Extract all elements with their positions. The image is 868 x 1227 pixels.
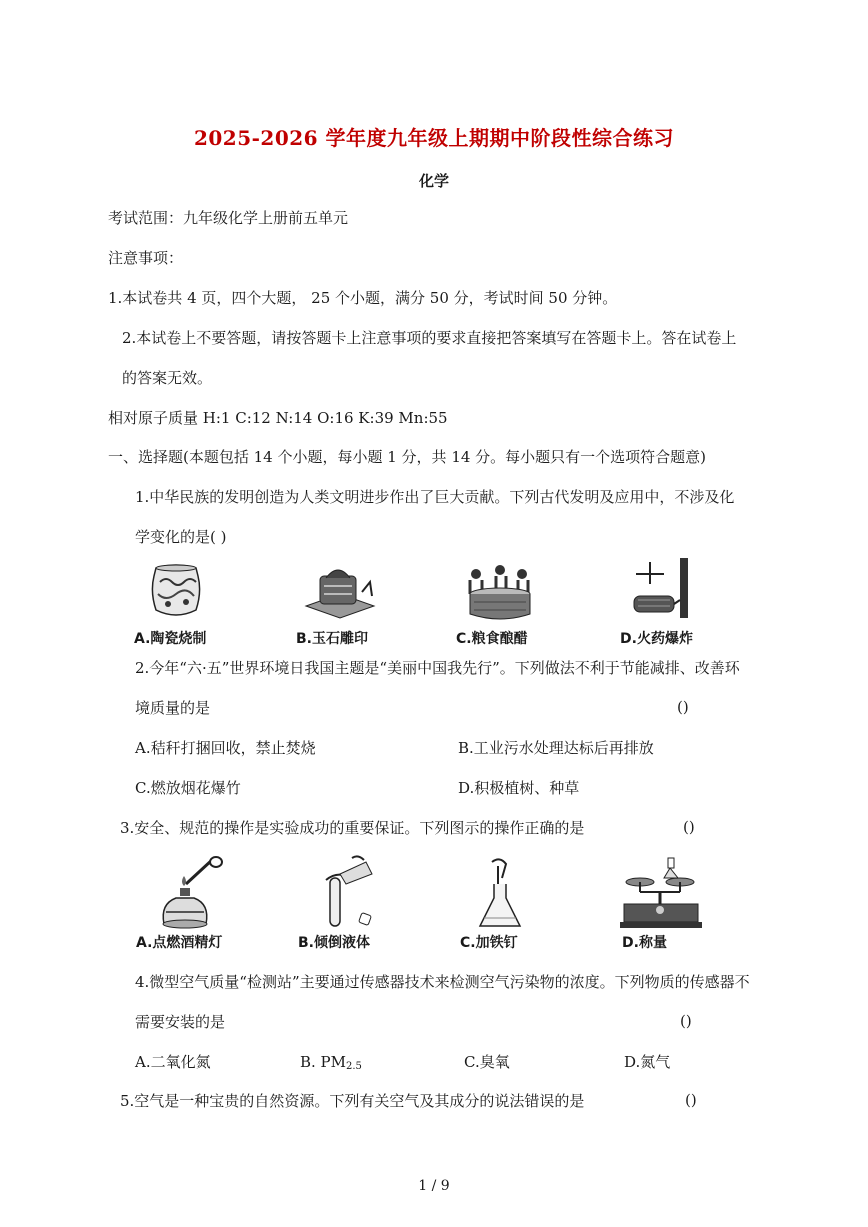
exam-scope: 考试范围：九年级化学上册前五单元 — [108, 209, 349, 227]
q3-option-b: B.倾倒液体 — [298, 935, 370, 951]
q5-answer-paren: () — [685, 1091, 697, 1109]
q2-option-c: C.燃放烟花爆竹 — [135, 779, 241, 797]
q4-option-b-main: B. PM — [300, 1053, 347, 1071]
alcohol-lamp-icon — [150, 854, 230, 932]
jade-seal-icon — [300, 562, 380, 624]
q2-line-1: 2.今年“六·五”世界环境日我国主题是“美丽中国我先行”。下列做法不利于节能减排、改善环 — [135, 659, 740, 677]
q3-line-1: 3.安全、规范的操作是实验成功的重要保证。下列图示的操作正确的是 — [120, 819, 585, 837]
q3-option-a: A.点燃酒精灯 — [136, 935, 223, 951]
q3-option-c: C.加铁钉 — [460, 935, 518, 951]
q2-option-a: A.秸秆打捆回收，禁止焚烧 — [135, 739, 316, 757]
porcelain-vase-icon — [140, 562, 212, 624]
q4-option-b-subscript: 2.5 — [346, 1061, 362, 1072]
q2-option-d: D.积极植树、种草 — [458, 779, 580, 797]
page-number: 1 / 9 — [418, 1178, 450, 1194]
q1-line-2: 学变化的是( ) — [135, 528, 227, 546]
q4-line-1: 4.微型空气质量“检测站”主要通过传感器技术来检测空气污染物的浓度。下列物质的传感器不 — [135, 973, 750, 991]
q2-answer-paren: () — [677, 698, 689, 716]
q1-option-c: C.粮食酿醋 — [456, 631, 528, 647]
q2-line-2: 境质量的是 — [135, 699, 211, 717]
note-1: 1.本试卷共 4 页，四个大题， 25 个小题，满分 50 分，考试时间 50 分钟。 — [108, 289, 618, 307]
notes-heading: 注意事项： — [108, 249, 184, 267]
q1-line-1: 1.中华民族的发明创造为人类文明进步作出了巨大贡献。下列古代发明及应用中，不涉及化 — [135, 488, 735, 506]
q4-answer-paren: () — [680, 1012, 692, 1030]
q3-option-d: D.称量 — [622, 935, 667, 951]
balance-scale-icon — [618, 850, 704, 932]
note-2-line-2: 的答案无效。 — [122, 369, 213, 387]
note-2-line-1: 2.本试卷上不要答题，请按答题卡上注意事项的要求直接把答案填写在答题卡上。答在试卷上 — [122, 329, 737, 347]
q1-option-a: A.陶瓷烧制 — [134, 631, 207, 647]
gunpowder-icon — [630, 556, 700, 622]
brewing-vat-icon — [460, 562, 540, 624]
pouring-liquid-icon — [308, 854, 386, 932]
q4-option-b — [300, 1052, 362, 1077]
q4-option-c: C.臭氧 — [464, 1053, 510, 1071]
q5-line-1: 5.空气是一种宝贵的自然资源。下列有关空气及其成分的说法错误的是 — [120, 1092, 585, 1110]
section-1-heading: 一、选择题(本题包括 14 个小题，每小题 1 分，共 14 分。每小题只有一个选项符合题意) — [108, 448, 707, 466]
q3-answer-paren: () — [683, 818, 695, 836]
q1-option-d: D.火药爆炸 — [620, 631, 693, 647]
page-title: 2025-2026 学年度九年级上期期中阶段性综合练习 — [193, 126, 675, 150]
q2-option-b: B.工业污水处理达标后再排放 — [458, 739, 654, 757]
atomic-mass-line: 相对原子质量 H:1 C:12 N:14 O:16 K:39 Mn:55 — [108, 409, 448, 427]
q4-option-a: A.二氧化氮 — [135, 1053, 211, 1071]
subject-title: 化学 — [418, 172, 449, 190]
q4-option-d: D.氮气 — [624, 1053, 671, 1071]
adding-nail-icon — [470, 854, 530, 932]
q1-option-b: B.玉石雕印 — [296, 631, 368, 647]
q4-line-2: 需要安装的是 — [135, 1013, 226, 1031]
